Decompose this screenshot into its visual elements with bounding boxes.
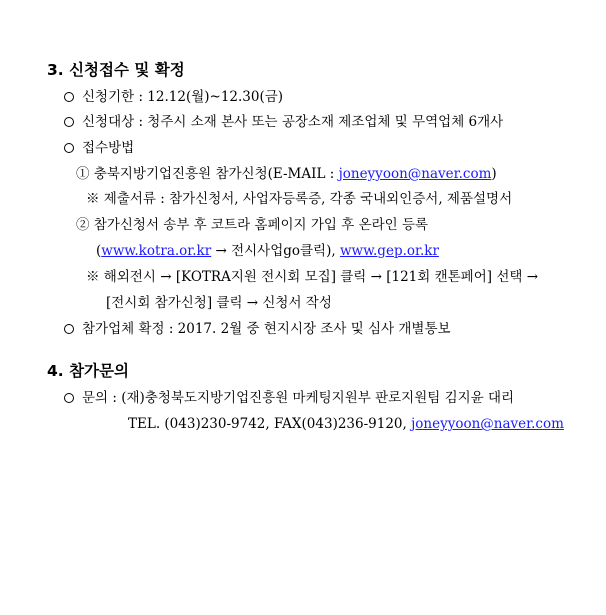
method-label: 접수방법 <box>82 140 135 156</box>
urls-open: ( <box>96 243 102 259</box>
tel-line <box>128 415 564 433</box>
method-line <box>64 139 134 157</box>
deadline-text: 신청기한 : 12.12(월)~12.30(금) <box>82 89 284 105</box>
section-4-heading: 4. 참가문의 <box>47 362 129 380</box>
circle-bullet-icon <box>64 117 74 127</box>
step1-text: ① 충북지방기업진흥원 참가신청(E-MAIL : <box>76 166 339 182</box>
tel-text: TEL. (043)230-9742, FAX(043)236-9120, <box>128 416 412 432</box>
circle-bullet-icon <box>64 324 74 334</box>
target-line <box>64 113 503 131</box>
target-text: 신청대상 : 청주시 소재 본사 또는 공장소재 제조업체 및 무역업체 6개사 <box>82 114 504 130</box>
contact-text: 문의 : (재)충청북도지방기업진흥원 마케팅지원부 판로지원팀 김지윤 대리 <box>82 390 515 406</box>
contact-line <box>64 389 514 407</box>
gep-link[interactable]: www.gep.or.kr <box>339 243 439 259</box>
overseas-line-2: [전시회 참가신청] 클릭 → 신청서 작성 <box>106 295 332 311</box>
overseas-line: ※ 해외전시 → [KOTRA지원 전시회 모집] 클릭 → [121회 캔톤페어] 선택 → <box>86 269 539 285</box>
docs-line: ※ 제출서류 : 참가신청서, 사업자등록증, 각종 국내외인증서, 제품설명서 <box>86 191 513 207</box>
step2-line: ② 참가신청서 송부 후 코트라 홈페이지 가입 후 온라인 등록 <box>76 217 429 233</box>
confirm-text: 참가업체 확정 : 2017. 2월 중 현지시장 조사 및 심사 개별통보 <box>82 321 451 337</box>
urls-line <box>96 242 439 260</box>
step1-close: ) <box>491 166 497 182</box>
step1-line <box>76 165 497 183</box>
circle-bullet-icon <box>64 92 74 102</box>
section-3-heading: 3. 신청접수 및 확정 <box>47 61 185 79</box>
deadline-line <box>64 88 283 106</box>
circle-bullet-icon <box>64 143 74 153</box>
circle-bullet-icon <box>64 393 74 403</box>
step1-email-link[interactable]: joneyyoon@naver.com <box>338 166 492 182</box>
contact-email-link[interactable]: joneyyoon@naver.com <box>411 416 564 432</box>
confirm-line <box>64 320 451 338</box>
kotra-mid: → 전시사업go클릭), <box>211 243 340 259</box>
kotra-link[interactable]: www.kotra.or.kr <box>101 243 212 259</box>
